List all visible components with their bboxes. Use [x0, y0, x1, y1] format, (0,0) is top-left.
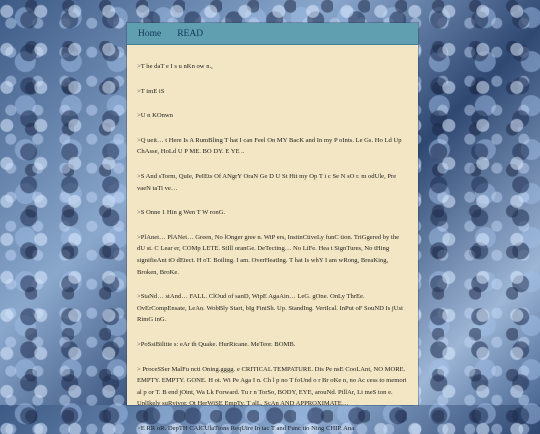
nav-read-link[interactable]: READ — [177, 28, 204, 39]
poem-line: >PlAnet… PlANet… Green, No lOnger gree n. WiP ers, InstinCtiveLy funC tion. TriGgered by the dU st. C Lear er, COMp LETE. StIll oranGe. DeTecting… No LiFe. Hea t SignTures, No tHing signifieAnt tO dEtect. H oT. Boiling. I am. OverHeatIng. T hat Is whY I am wRong, BreaKing, Broken, BroKe. — [137, 233, 400, 276]
poem-line: >StaNd… stAnd… FALL. ClOud of sanD, WipE AgaAin… LeG. gOne. OnLy ThrEe. OvErCompEnsate, LeAn. WobBly Start, bIg FiniSh. Up. StandIng. VertIcal. InPut oF SouND Is jUst RimG inG. — [137, 293, 403, 324]
nav-home-link[interactable]: Home — [138, 28, 162, 39]
nav-bar — [127, 23, 418, 45]
poem-line: >Q ueit… t Here Is A RumBling T hat I can Feel On MY BacK and In my P oInts. Le Gs. Ho Ld Up ChAsse, HoLd U P ME. BO DY. E YE .. — [137, 136, 402, 156]
poem-line: >U n KOnwn — [137, 112, 173, 120]
poem-line: >S And sTorm, QuIe, PeIEts Of ANgrY OraN Ge D U St Hit my Op T i c Se N sO r. m odUle, Pre vaeN taTi ve… — [137, 172, 397, 192]
poem-content — [127, 45, 418, 434]
poem-line: >PoSsiBilitie s: eAr th Quake. HurRicane. MeTeor. BOMB. — [137, 340, 296, 348]
poem-line: >T imE iS — [137, 87, 165, 95]
poem-line: >T he daT e I s u nKn ow n., — [137, 63, 213, 70]
poem-line: >E RR oR. DepTH CAlCUlaTions ReqUire In tac T and Func tio Ning CHIP. Ana — [137, 424, 355, 432]
poem-line: >S Onne 1 Hin g Wen T W ronG. — [137, 209, 226, 217]
poem-line: > ProceSSer MalFu ncti Oning.gggg. e CRITICAL TEMPATURE. Dis Pe nsE CooLAnt, NO MORE. EMPTY. EMPTY. GONE. H ot. Wi Pe Aga I n. Ch l p no T foUnd o r Br oKe n, no Ac cess to memori al p or T. B end jOint, Wa Lk Forward. Tu r n TorSo, BODY, EYE, arouNd. PillAr, Li meS ton e. UnlIkely suRvivor. Ot HerWiSE EmpTy. T alL, ScAn AND APPROXIMATE… — [137, 365, 407, 408]
page-panel — [127, 23, 418, 432]
